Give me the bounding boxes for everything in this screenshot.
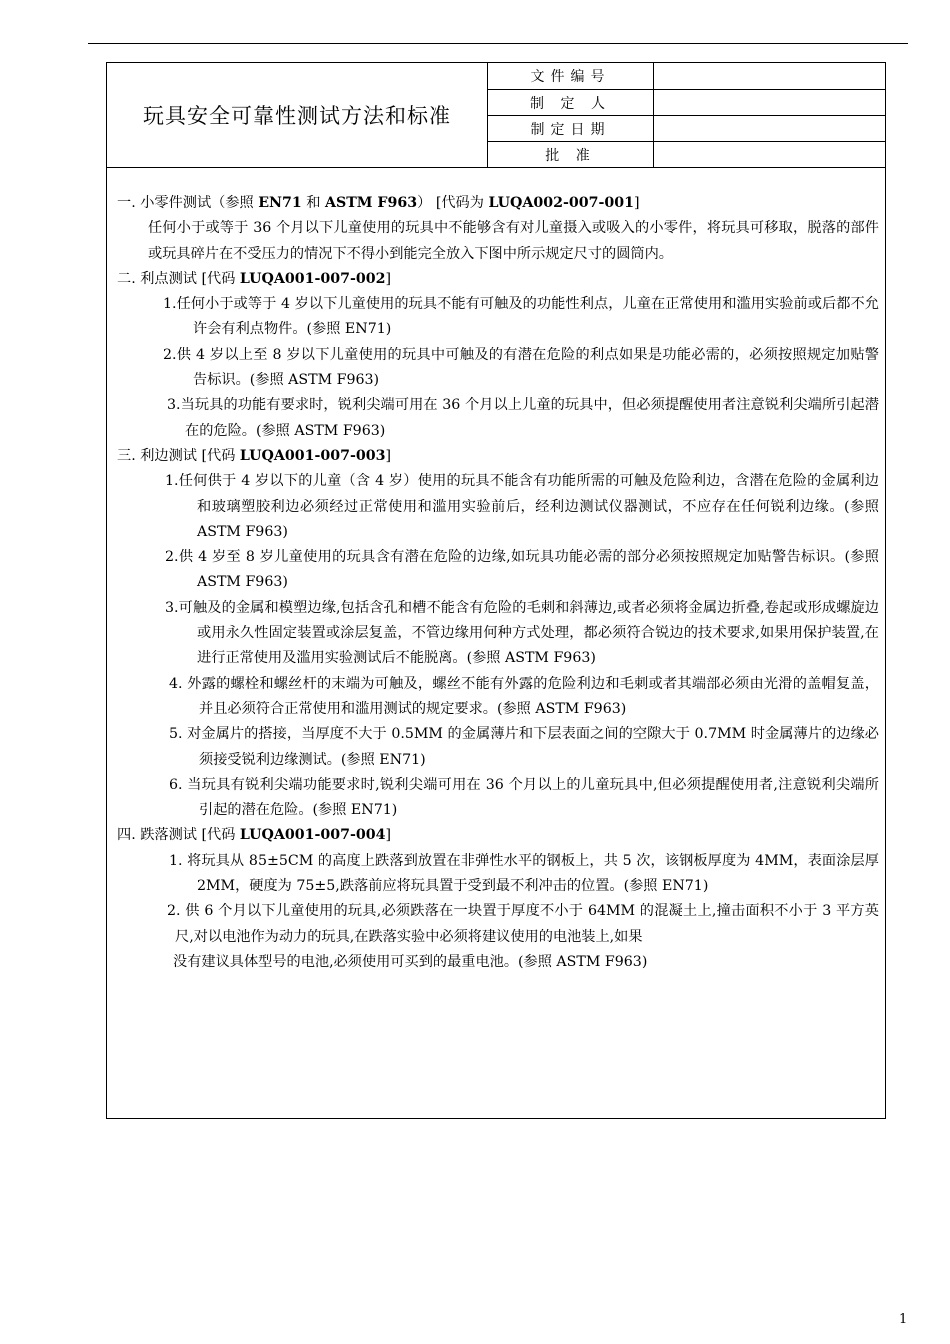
document-header: [107, 63, 885, 168]
meta-value: [654, 116, 885, 141]
meta-value: [654, 142, 885, 167]
list-item: 2.供 4 岁至 8 岁儿童使用的玩具含有潜在危险的边缘,如玩具功能必需的部分必须按照规定加贴警告标识。(参照 ASTM F963): [165, 549, 879, 591]
meta-row-author: [488, 89, 885, 115]
page-number: 1: [899, 1312, 908, 1327]
list-item: 1.任何供于 4 岁以下的儿童（含 4 岁）使用的玩具不能含有功能所需的可触及危险利边，含潜在危险的金属利边和玻璃塑胶利边必须经过正常使用和滥用实验前后，经利边测试仪器测试，不应存在任何锐利边缘。(参照 ASTM F963): [165, 473, 879, 540]
meta-label: 文件编号: [488, 63, 654, 89]
meta-row-file-number: [488, 63, 885, 89]
meta-label: 制定日期: [488, 116, 654, 141]
document-title: 玩具安全可靠性测试方法和标准: [107, 63, 488, 167]
list-item: 2.供 4 岁以上至 8 岁以下儿童使用的玩具中可触及的有潜在危险的利点如果是功能必需的，必须按照规定加贴警告标识。(参照 ASTM F963): [163, 346, 879, 389]
section-heading-sharp-edges: 三. 利边测试 [代码 LUQA001-007-003]: [117, 447, 391, 464]
meta-row-date: [488, 115, 885, 141]
meta-table: [488, 63, 885, 167]
meta-value: [654, 90, 885, 115]
meta-label: 批 准: [488, 142, 654, 167]
meta-row-approval: [488, 141, 885, 167]
section-paragraph: 任何小于或等于 36 个月以下儿童使用的玩具中不能够含有对儿童摄入或吸入的小零件，将玩具可移取，脱落的部件或玩具碎片在不受压力的情况下不得小到能完全放入下图中所示规定尺寸的圆筒内。: [148, 220, 879, 262]
list-item: 4. 外露的螺栓和螺丝杆的末端为可触及，螺丝不能有外露的危险利边和毛刺或者其端部必须由光滑的盖帽复盖，并且必须符合正常使用和滥用测试的规定要求。(参照 ASTM F963): [169, 675, 879, 717]
section-heading-drop-test: 四. 跌落测试 [代码 LUQA001-007-004]: [117, 827, 391, 844]
list-item: 5. 对金属片的搭接，当厚度不大于 0.5MM 的金属薄片和下层表面之间的空隙大于 0.7MM 时金属薄片的边缘必须接受锐利边缘测试。(参照 EN71): [169, 726, 879, 768]
document-frame: [106, 62, 886, 1119]
list-item-continuation: 没有建议具体型号的电池,必须使用可买到的最重电池。(参照 ASTM F963): [173, 953, 648, 970]
header-rule: [88, 43, 908, 44]
list-item: 2. 供 6 个月以下儿童使用的玩具,必须跌落在一块置于厚度不小于 64MM 的混凝土上,撞击面积不小于 3 平方英尺,对以电池作为动力的玩具,在跌落实验中必须将建议使用的电池装上,如果: [167, 903, 879, 945]
section-heading-small-parts: 一. 小零件测试（参照 EN71 和 ASTM F963） [代码为 LUQA002-007-001]: [117, 195, 640, 211]
list-item: 1.任何小于或等于 4 岁以下儿童使用的玩具不能有可触及的功能性利点，儿童在正常使用和滥用实验前或后都不允许会有利点物件。(参照 EN71): [163, 296, 879, 338]
list-item: 3.当玩具的功能有要求时，锐利尖端可用在 36 个月以上儿童的玩具中，但必须提醒使用者注意锐利尖端所引起潜在的危险。(参照 ASTM F963): [167, 397, 879, 439]
meta-value: [654, 63, 885, 89]
section-heading-sharp-points: 二. 利点测试 [代码 LUQA001-007-002]: [117, 270, 391, 287]
list-item: 1. 将玩具从 85±5CM 的高度上跌落到放置在非弹性水平的钢板上，共 5 次，该钢板厚度为 4MM，表面涂层厚 2MM，硬度为 75±5,跌落前应将玩具置于受到最不利冲击的位置。(参照 EN71): [169, 852, 879, 895]
document-body: [117, 191, 879, 975]
list-item: 6. 当玩具有锐利尖端功能要求时,锐利尖端可用在 36 个月以上的儿童玩具中,但必须提醒使用者,注意锐利尖端所引起的潜在危险。(参照 EN71): [169, 776, 879, 819]
list-item: 3.可触及的金属和模塑边缘,包括含孔和槽不能含有危险的毛刺和斜薄边,或者必须将金属边折叠,卷起或形成螺旋边或用永久性固定装置或涂层复盖，不管边缘用何种方式处理，都必须符合锐边的技术要求,如果用保护装置,在进行正常使用及滥用实验测试后不能脱离。(参照 ASTM F963): [165, 599, 879, 667]
meta-label: 制 定 人: [488, 90, 654, 115]
